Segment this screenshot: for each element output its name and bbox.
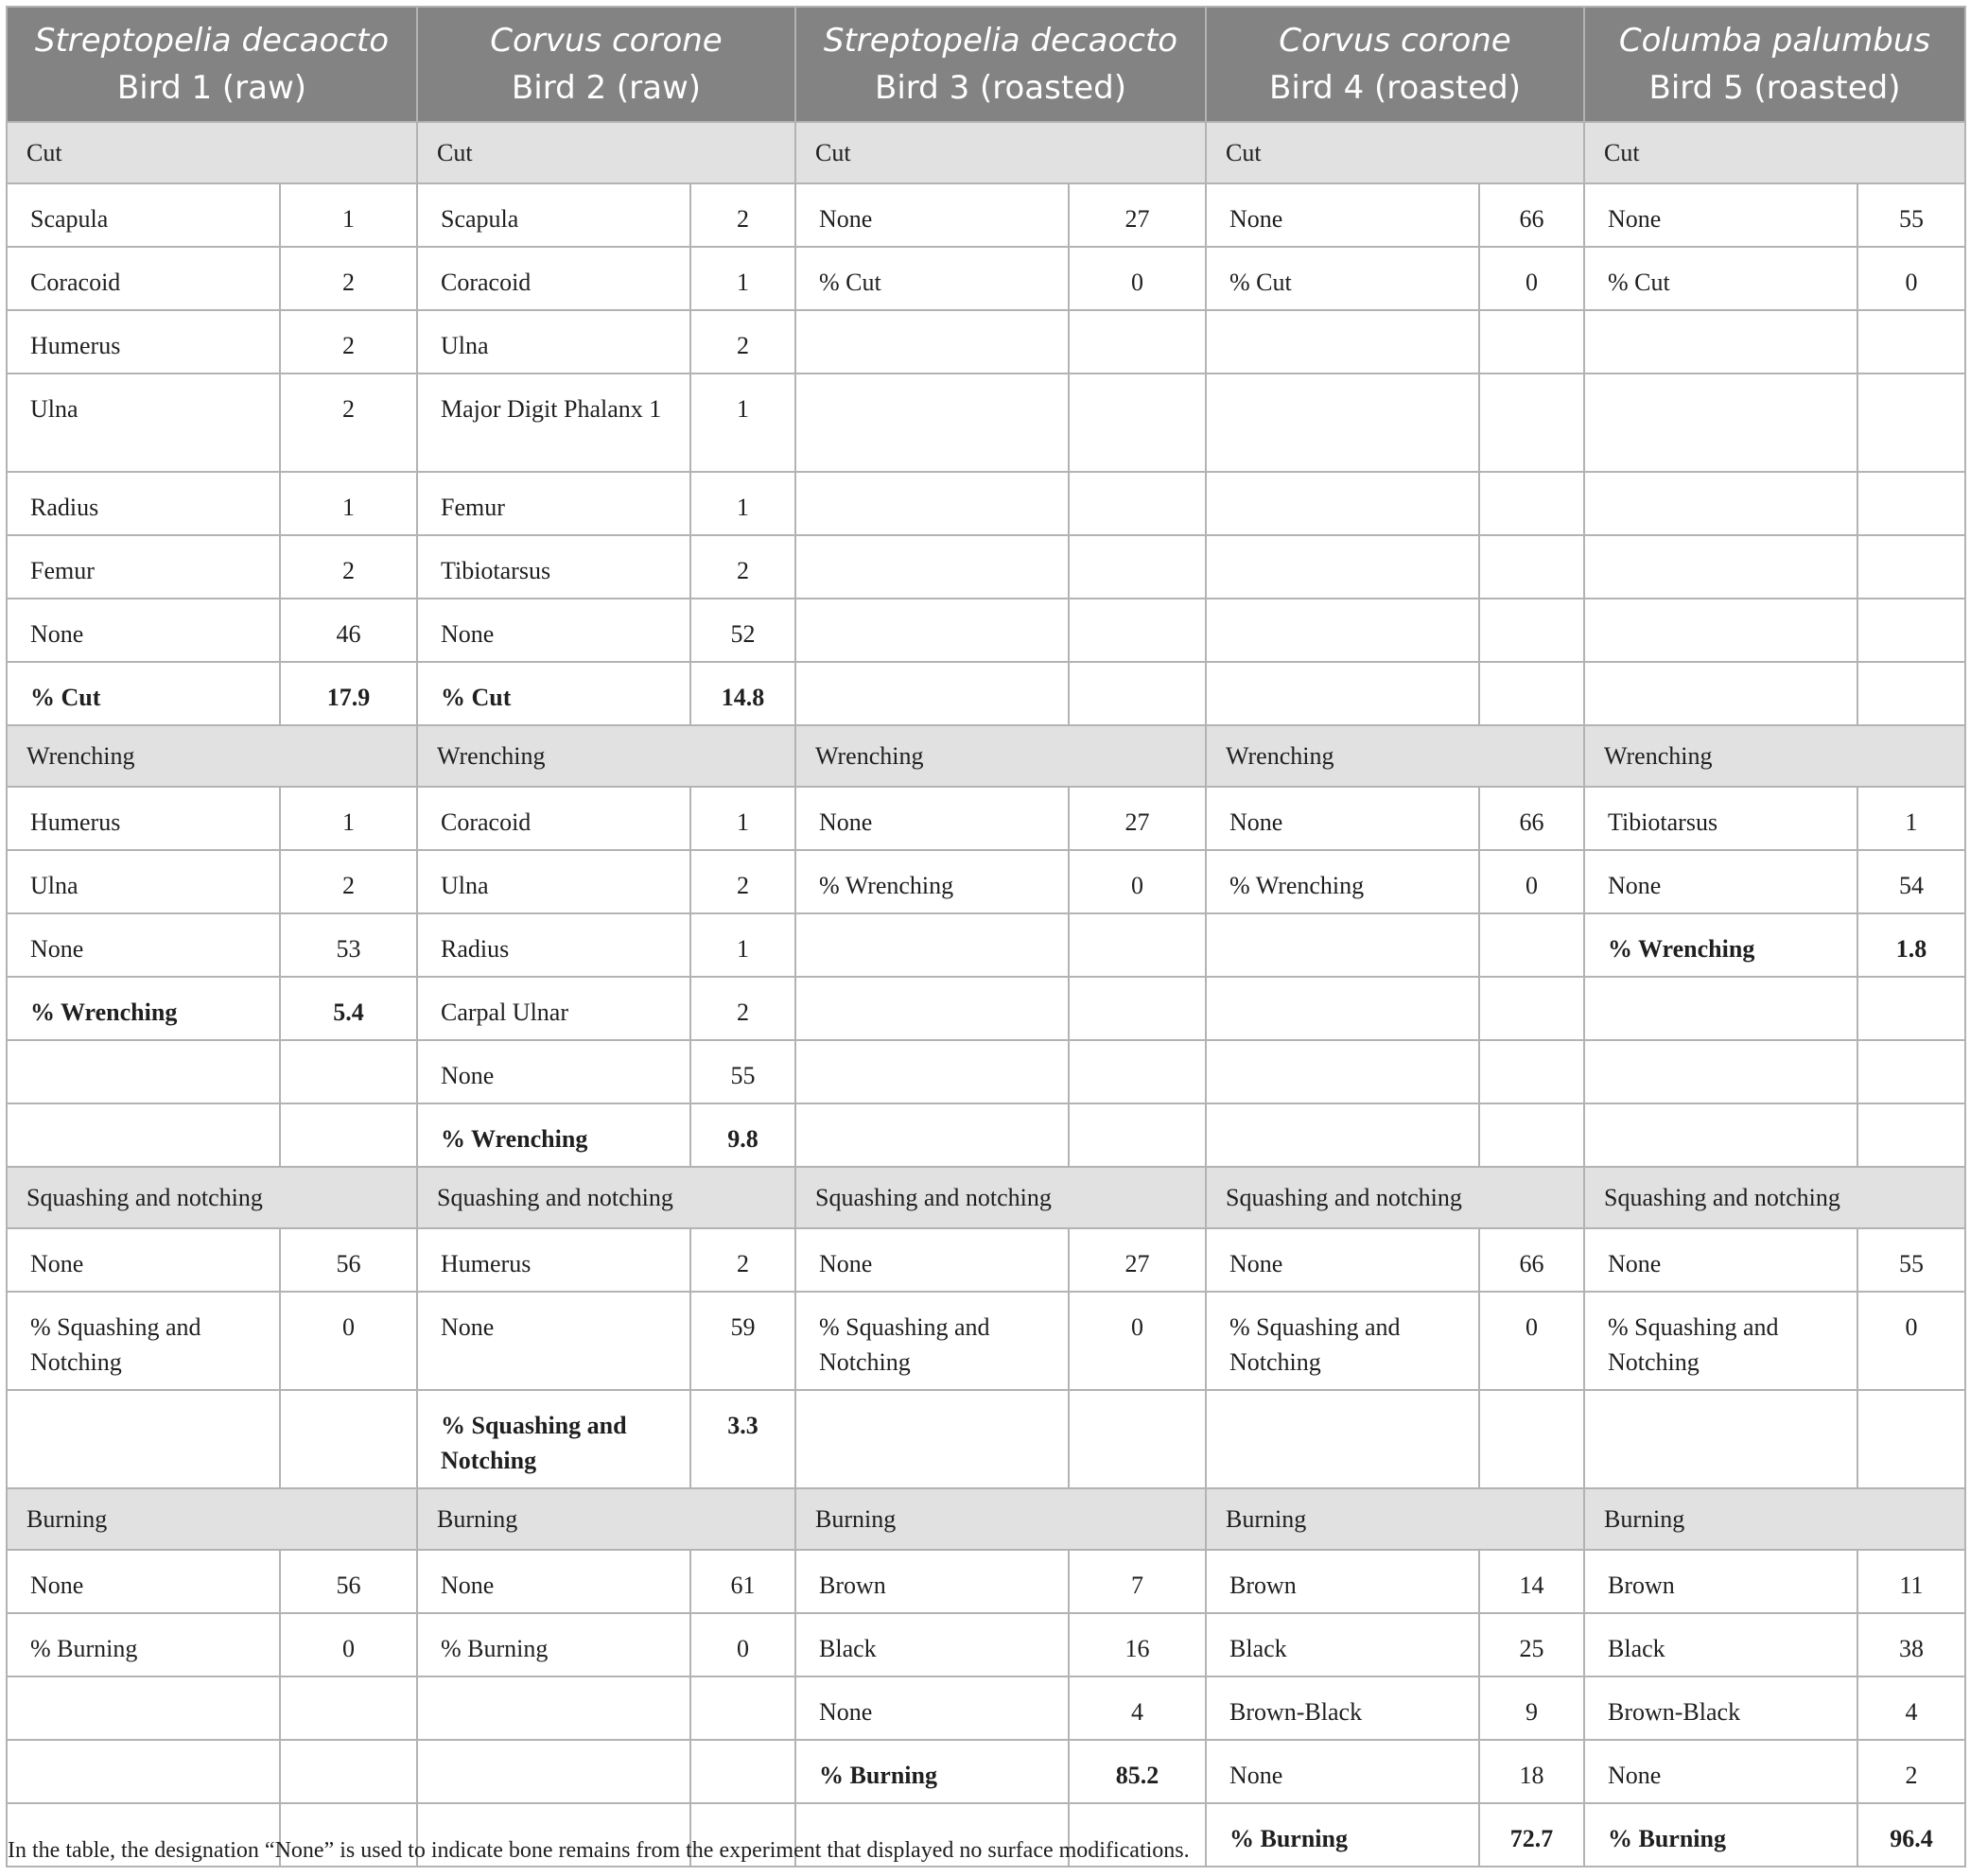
- count-cell: 1: [690, 472, 795, 535]
- count-cell: 14.8: [690, 662, 795, 725]
- count-cell: 2: [280, 373, 417, 472]
- element-label-cell: Brown: [795, 1550, 1069, 1613]
- header-bird: Bird 5 (roasted): [1648, 69, 1901, 107]
- element-label-cell: [795, 535, 1069, 599]
- element-label-cell: None: [7, 1228, 280, 1292]
- count-cell: 66: [1479, 1228, 1584, 1292]
- element-label-cell: None: [1584, 1740, 1857, 1803]
- header-row: [7, 7, 1965, 122]
- count-cell: 25: [1479, 1613, 1584, 1676]
- column-header: [417, 7, 795, 122]
- count-cell: [1479, 373, 1584, 472]
- element-label-cell: None: [795, 183, 1069, 247]
- element-label-cell: Radius: [417, 913, 690, 977]
- element-label-cell: Radius: [7, 472, 280, 535]
- section-label: Burning: [7, 1488, 417, 1550]
- element-label-cell: [795, 1040, 1069, 1103]
- count-cell: 0: [1069, 1292, 1206, 1390]
- count-cell: [1069, 373, 1206, 472]
- section-label: Wrenching: [7, 725, 417, 787]
- count-cell: [1069, 599, 1206, 662]
- count-cell: 66: [1479, 183, 1584, 247]
- element-label-cell: None: [1584, 1228, 1857, 1292]
- element-label-cell: None: [795, 1676, 1069, 1740]
- element-label-cell: Coracoid: [417, 247, 690, 310]
- count-cell: [280, 1740, 417, 1803]
- count-cell: 46: [280, 599, 417, 662]
- count-cell: [1479, 1390, 1584, 1488]
- section-label: Burning: [1206, 1488, 1584, 1550]
- table-footnote: In the table, the designation “None” is used to indicate bone remains from the experiment that displayed no surface modifications.: [8, 1838, 1190, 1863]
- count-cell: [1857, 599, 1965, 662]
- column-header: [795, 7, 1206, 122]
- header-bird: Bird 4 (roasted): [1269, 69, 1521, 107]
- section-header-row: [7, 1488, 1965, 1550]
- section-header-row: [7, 122, 1965, 183]
- element-label-cell: [795, 373, 1069, 472]
- count-cell: 11: [1857, 1550, 1965, 1613]
- count-cell: 96.4: [1857, 1803, 1965, 1867]
- element-label-cell: Brown-Black: [1206, 1676, 1479, 1740]
- section-label: Cut: [1584, 122, 1965, 183]
- element-label-cell: None: [417, 599, 690, 662]
- count-cell: 7: [1069, 1550, 1206, 1613]
- element-label-cell: [1584, 373, 1857, 472]
- count-cell: 2: [690, 850, 795, 913]
- element-label-cell: None: [795, 787, 1069, 850]
- count-cell: 52: [690, 599, 795, 662]
- element-label-cell: Scapula: [7, 183, 280, 247]
- element-label-cell: Ulna: [417, 850, 690, 913]
- count-cell: 2: [690, 1228, 795, 1292]
- count-cell: 56: [280, 1550, 417, 1613]
- element-label-cell: Brown: [1206, 1550, 1479, 1613]
- element-label-cell: [7, 1740, 280, 1803]
- section-label: Wrenching: [1584, 725, 1965, 787]
- table-row: [7, 1740, 1965, 1803]
- count-cell: 1: [690, 373, 795, 472]
- element-label-cell: None: [1584, 850, 1857, 913]
- count-cell: 1: [280, 472, 417, 535]
- count-cell: 0: [1857, 1292, 1965, 1390]
- element-label-cell: [795, 472, 1069, 535]
- count-cell: 1: [690, 787, 795, 850]
- count-cell: 61: [690, 1550, 795, 1613]
- element-label-cell: Ulna: [7, 373, 280, 472]
- section-label: Squashing and notching: [1584, 1167, 1965, 1228]
- element-label-cell: % Burning: [1584, 1803, 1857, 1867]
- count-cell: 55: [1857, 1228, 1965, 1292]
- count-cell: [1857, 1390, 1965, 1488]
- count-cell: 0: [690, 1613, 795, 1676]
- count-cell: 1: [690, 913, 795, 977]
- count-cell: 53: [280, 913, 417, 977]
- element-label-cell: [795, 977, 1069, 1040]
- element-label-cell: Black: [1584, 1613, 1857, 1676]
- data-table-container: [6, 6, 1964, 1867]
- element-label-cell: [7, 1676, 280, 1740]
- count-cell: [280, 1676, 417, 1740]
- count-cell: 72.7: [1479, 1803, 1584, 1867]
- table-row: [7, 1676, 1965, 1740]
- element-label-cell: None: [7, 913, 280, 977]
- element-label-cell: [1584, 1390, 1857, 1488]
- table-row: [7, 183, 1965, 247]
- count-cell: [690, 1676, 795, 1740]
- count-cell: 17.9: [280, 662, 417, 725]
- table-row: [7, 913, 1965, 977]
- element-label-cell: [795, 599, 1069, 662]
- section-label: Squashing and notching: [1206, 1167, 1584, 1228]
- count-cell: [1857, 662, 1965, 725]
- count-cell: [1069, 1390, 1206, 1488]
- count-cell: 0: [1479, 247, 1584, 310]
- table-row: [7, 662, 1965, 725]
- element-label-cell: % Burning: [417, 1613, 690, 1676]
- element-label-cell: None: [417, 1292, 690, 1390]
- element-label-cell: None: [1206, 787, 1479, 850]
- count-cell: 2: [1857, 1740, 1965, 1803]
- count-cell: [1479, 977, 1584, 1040]
- surface-modification-table: [6, 6, 1966, 1867]
- element-label-cell: [1584, 599, 1857, 662]
- element-label-cell: % Wrenching: [1584, 913, 1857, 977]
- element-label-cell: [1206, 535, 1479, 599]
- element-label-cell: % Cut: [1206, 247, 1479, 310]
- section-label: Cut: [7, 122, 417, 183]
- header-species: Columba palumbus: [1618, 22, 1931, 60]
- element-label-cell: % Wrenching: [795, 850, 1069, 913]
- element-label-cell: None: [417, 1550, 690, 1613]
- count-cell: 0: [1069, 850, 1206, 913]
- table-row: [7, 850, 1965, 913]
- element-label-cell: [1584, 472, 1857, 535]
- count-cell: 27: [1069, 183, 1206, 247]
- element-label-cell: None: [417, 1040, 690, 1103]
- element-label-cell: [1206, 977, 1479, 1040]
- table-row: [7, 472, 1965, 535]
- section-label: Cut: [795, 122, 1206, 183]
- count-cell: [1069, 913, 1206, 977]
- element-label-cell: % Squashing and Notching: [7, 1292, 280, 1390]
- element-label-cell: None: [7, 599, 280, 662]
- element-label-cell: Major Digit Phalanx 1: [417, 373, 690, 472]
- element-label-cell: Brown: [1584, 1550, 1857, 1613]
- table-row: [7, 787, 1965, 850]
- count-cell: [1857, 310, 1965, 373]
- count-cell: [280, 1040, 417, 1103]
- count-cell: 0: [1069, 247, 1206, 310]
- element-label-cell: % Wrenching: [7, 977, 280, 1040]
- element-label-cell: % Wrenching: [417, 1103, 690, 1167]
- count-cell: 2: [690, 977, 795, 1040]
- count-cell: [690, 1740, 795, 1803]
- count-cell: 1.8: [1857, 913, 1965, 977]
- element-label-cell: % Cut: [795, 247, 1069, 310]
- count-cell: [1479, 535, 1584, 599]
- count-cell: 2: [690, 535, 795, 599]
- count-cell: [280, 1103, 417, 1167]
- table-row: [7, 373, 1965, 472]
- element-label-cell: % Cut: [1584, 247, 1857, 310]
- element-label-cell: [417, 1676, 690, 1740]
- table-row: [7, 1550, 1965, 1613]
- element-label-cell: Scapula: [417, 183, 690, 247]
- element-label-cell: [7, 1103, 280, 1167]
- element-label-cell: [795, 1390, 1069, 1488]
- element-label-cell: [1206, 472, 1479, 535]
- element-label-cell: Ulna: [7, 850, 280, 913]
- count-cell: 2: [690, 183, 795, 247]
- element-label-cell: [1584, 310, 1857, 373]
- count-cell: [1479, 1103, 1584, 1167]
- section-label: Burning: [417, 1488, 795, 1550]
- table-row: [7, 1040, 1965, 1103]
- count-cell: [1857, 472, 1965, 535]
- count-cell: 0: [1479, 850, 1584, 913]
- table-row: [7, 1292, 1965, 1390]
- count-cell: 0: [280, 1292, 417, 1390]
- element-label-cell: [795, 913, 1069, 977]
- element-label-cell: [417, 1740, 690, 1803]
- element-label-cell: [1206, 1040, 1479, 1103]
- count-cell: 3.3: [690, 1390, 795, 1488]
- element-label-cell: None: [795, 1228, 1069, 1292]
- count-cell: 27: [1069, 787, 1206, 850]
- count-cell: 55: [690, 1040, 795, 1103]
- element-label-cell: [1584, 1040, 1857, 1103]
- element-label-cell: [795, 1103, 1069, 1167]
- count-cell: 54: [1857, 850, 1965, 913]
- element-label-cell: % Squashing and Notching: [795, 1292, 1069, 1390]
- count-cell: [1857, 1040, 1965, 1103]
- header-bird: Bird 1 (raw): [116, 69, 307, 107]
- count-cell: [1069, 662, 1206, 725]
- table-row: [7, 977, 1965, 1040]
- element-label-cell: [1206, 373, 1479, 472]
- element-label-cell: [1206, 1103, 1479, 1167]
- count-cell: [1479, 310, 1584, 373]
- element-label-cell: None: [7, 1550, 280, 1613]
- count-cell: 1: [1857, 787, 1965, 850]
- count-cell: 55: [1857, 183, 1965, 247]
- element-label-cell: [1206, 1390, 1479, 1488]
- element-label-cell: Black: [1206, 1613, 1479, 1676]
- element-label-cell: Black: [795, 1613, 1069, 1676]
- section-label: Wrenching: [417, 725, 795, 787]
- count-cell: [1857, 373, 1965, 472]
- count-cell: 27: [1069, 1228, 1206, 1292]
- element-label-cell: Humerus: [7, 787, 280, 850]
- count-cell: [1069, 472, 1206, 535]
- section-header-row: [7, 725, 1965, 787]
- element-label-cell: % Squashing and Notching: [417, 1390, 690, 1488]
- count-cell: 1: [280, 183, 417, 247]
- element-label-cell: Humerus: [417, 1228, 690, 1292]
- element-label-cell: None: [1584, 183, 1857, 247]
- table-row: [7, 1613, 1965, 1676]
- table-row: [7, 247, 1965, 310]
- element-label-cell: [1584, 662, 1857, 725]
- section-label: Squashing and notching: [7, 1167, 417, 1228]
- count-cell: [1479, 1040, 1584, 1103]
- count-cell: [1069, 1040, 1206, 1103]
- element-label-cell: % Squashing and Notching: [1206, 1292, 1479, 1390]
- count-cell: [280, 1390, 417, 1488]
- element-label-cell: Femur: [417, 472, 690, 535]
- count-cell: 1: [690, 247, 795, 310]
- table-row: [7, 599, 1965, 662]
- element-label-cell: Carpal Ulnar: [417, 977, 690, 1040]
- count-cell: 0: [1857, 247, 1965, 310]
- header-bird: Bird 2 (raw): [511, 69, 702, 107]
- count-cell: [1479, 472, 1584, 535]
- element-label-cell: [1584, 1103, 1857, 1167]
- section-label: Cut: [417, 122, 795, 183]
- element-label-cell: [1206, 310, 1479, 373]
- section-label: Squashing and notching: [417, 1167, 795, 1228]
- element-label-cell: None: [1206, 1740, 1479, 1803]
- count-cell: 9: [1479, 1676, 1584, 1740]
- element-label-cell: [1206, 913, 1479, 977]
- element-label-cell: None: [1206, 1228, 1479, 1292]
- section-label: Burning: [1584, 1488, 1965, 1550]
- table-row: [7, 1103, 1965, 1167]
- element-label-cell: [1206, 599, 1479, 662]
- count-cell: 2: [690, 310, 795, 373]
- element-label-cell: [1206, 662, 1479, 725]
- count-cell: 2: [280, 247, 417, 310]
- element-label-cell: Humerus: [7, 310, 280, 373]
- element-label-cell: None: [1206, 183, 1479, 247]
- count-cell: 66: [1479, 787, 1584, 850]
- element-label-cell: [795, 310, 1069, 373]
- count-cell: [1069, 977, 1206, 1040]
- count-cell: [1069, 535, 1206, 599]
- count-cell: 18: [1479, 1740, 1584, 1803]
- header-species: Streptopelia decaocto: [823, 22, 1178, 60]
- element-label-cell: Tibiotarsus: [417, 535, 690, 599]
- element-label-cell: Brown-Black: [1584, 1676, 1857, 1740]
- column-header: [7, 7, 417, 122]
- section-label: Cut: [1206, 122, 1584, 183]
- column-header: [1206, 7, 1584, 122]
- count-cell: 2: [280, 310, 417, 373]
- count-cell: 85.2: [1069, 1740, 1206, 1803]
- count-cell: 4: [1069, 1676, 1206, 1740]
- element-label-cell: Ulna: [417, 310, 690, 373]
- column-header: [1584, 7, 1965, 122]
- section-label: Burning: [795, 1488, 1206, 1550]
- element-label-cell: % Wrenching: [1206, 850, 1479, 913]
- element-label-cell: Coracoid: [417, 787, 690, 850]
- element-label-cell: [1584, 535, 1857, 599]
- count-cell: 38: [1857, 1613, 1965, 1676]
- count-cell: 0: [280, 1613, 417, 1676]
- table-row: [7, 310, 1965, 373]
- count-cell: [1857, 535, 1965, 599]
- section-label: Wrenching: [1206, 725, 1584, 787]
- count-cell: 5.4: [280, 977, 417, 1040]
- element-label-cell: % Burning: [1206, 1803, 1479, 1867]
- count-cell: [1857, 977, 1965, 1040]
- count-cell: 2: [280, 535, 417, 599]
- table-row: [7, 1228, 1965, 1292]
- section-label: Squashing and notching: [795, 1167, 1206, 1228]
- count-cell: 59: [690, 1292, 795, 1390]
- count-cell: [1479, 662, 1584, 725]
- count-cell: [1069, 310, 1206, 373]
- header-species: Corvus corone: [490, 22, 723, 60]
- count-cell: 4: [1857, 1676, 1965, 1740]
- element-label-cell: [7, 1040, 280, 1103]
- element-label-cell: % Burning: [795, 1740, 1069, 1803]
- count-cell: 0: [1479, 1292, 1584, 1390]
- count-cell: 14: [1479, 1550, 1584, 1613]
- header-species: Corvus corone: [1279, 22, 1511, 60]
- count-cell: [1479, 913, 1584, 977]
- table-body: [7, 122, 1965, 1867]
- header-bird: Bird 3 (roasted): [875, 69, 1126, 107]
- element-label-cell: % Squashing and Notching: [1584, 1292, 1857, 1390]
- element-label-cell: % Cut: [417, 662, 690, 725]
- element-label-cell: Tibiotarsus: [1584, 787, 1857, 850]
- count-cell: 1: [280, 787, 417, 850]
- element-label-cell: [1584, 977, 1857, 1040]
- count-cell: 2: [280, 850, 417, 913]
- element-label-cell: % Cut: [7, 662, 280, 725]
- count-cell: 16: [1069, 1613, 1206, 1676]
- count-cell: [1857, 1103, 1965, 1167]
- element-label-cell: Coracoid: [7, 247, 280, 310]
- table-row: [7, 535, 1965, 599]
- count-cell: 56: [280, 1228, 417, 1292]
- section-label: Wrenching: [795, 725, 1206, 787]
- table-row: [7, 1390, 1965, 1488]
- count-cell: [1069, 1103, 1206, 1167]
- count-cell: 9.8: [690, 1103, 795, 1167]
- element-label-cell: [795, 662, 1069, 725]
- count-cell: [1479, 599, 1584, 662]
- element-label-cell: [7, 1390, 280, 1488]
- header-species: Streptopelia decaocto: [34, 22, 390, 60]
- element-label-cell: Femur: [7, 535, 280, 599]
- element-label-cell: % Burning: [7, 1613, 280, 1676]
- section-header-row: [7, 1167, 1965, 1228]
